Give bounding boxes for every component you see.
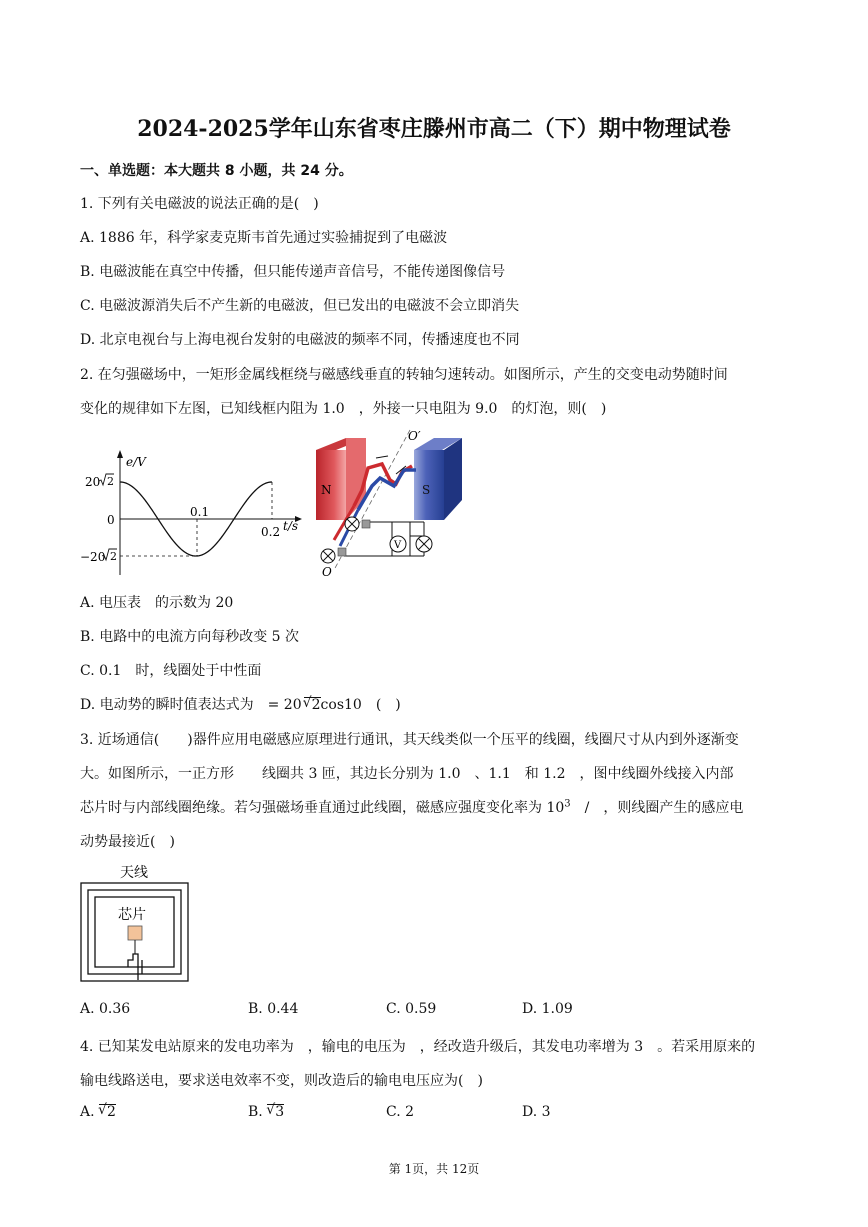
nfc-coil-diagram — [80, 862, 192, 984]
axis-label-bottom: O — [322, 565, 332, 579]
generator-diagram — [310, 428, 480, 580]
q3-option-a: A. 0.36 — [80, 1001, 131, 1017]
q3-option-d: D. 1.09 — [522, 1001, 573, 1017]
q2-option-d-prefix: D. 电动势的瞬时值表达式为 = 20 — [80, 697, 302, 713]
magnet-south — [414, 438, 462, 520]
page-footer: 第 1页，共 12页 — [388, 1162, 480, 1176]
voltmeter-icon — [390, 536, 406, 552]
q4-option-d: D. 3 — [522, 1104, 551, 1120]
chip-label: 芯片 — [118, 907, 146, 923]
q2-option-d — [80, 694, 401, 714]
q4-option-a: A. √ 2 — [80, 1102, 116, 1120]
graph-ytick-top: 20 — [85, 475, 101, 489]
brush-top — [362, 520, 370, 528]
q3-stem-line3 — [80, 797, 743, 817]
sqrt-3-option: √ 3 — [266, 1102, 285, 1120]
svg-text:V: V — [394, 540, 402, 551]
lamp-icon-right — [416, 536, 432, 552]
q2-option-b: B. 电路中的电流方向每秒改变 5 次 — [80, 629, 299, 645]
graph-xtick-mid: 0.1 — [190, 505, 210, 519]
q2-option-d-suffix: cos10 ( ) — [320, 697, 401, 713]
graph-ytick-bottom: −20 — [80, 550, 106, 564]
q3-stem-line4: 动势最接近( ) — [80, 834, 175, 850]
sqrt-2-option: √ 2 — [98, 1102, 116, 1120]
graph-xlabel: t/s — [283, 519, 299, 533]
antenna-label: 天线 — [120, 865, 148, 881]
q2-option-c: C. 0.1 时，线圈处于中性面 — [80, 663, 262, 679]
emf-time-graph — [80, 440, 305, 580]
q4-stem-line1: 4. 已知某发电站原来的发电功率为 ，输电的电压为 ，经改造升级后，其发电功率增为 3 。若采用原来的 — [80, 1039, 756, 1055]
lamp-icon-bottom — [321, 549, 335, 563]
svg-text:2: 2 — [110, 550, 117, 563]
axis-label-top: O′ — [408, 429, 421, 443]
q4-option-b: B. √ 3 — [248, 1102, 285, 1120]
q1-option-a: A. 1886 年，科学家麦克斯韦首先通过实验捕捉到了电磁波 — [80, 230, 448, 246]
q3-exponent: 3 — [564, 798, 571, 810]
page-title: 2024-2025学年山东省枣庄滕州市高二（下）期中物理试卷 — [137, 116, 731, 142]
q3-stem-line1: 3. 近场通信( )器件应用电磁感应原理进行通讯，其天线类似一个压平的线圈，线圈尺寸从内到外逐渐变 — [80, 732, 739, 748]
graph-ytick-zero: 0 — [107, 513, 115, 527]
section-heading: 一、单选题：本大题共 8 小题，共 24 分。 — [80, 163, 353, 179]
lamp-icon-top — [345, 517, 359, 531]
magnet-n-label: N — [321, 483, 332, 497]
q1-option-c: C. 电磁波源消失后不产生新的电磁波，但已发出的电磁波不会立即消失 — [80, 298, 520, 314]
q1-option-b: B. 电磁波能在真空中传播，但只能传递声音信号，不能传递图像信号 — [80, 264, 506, 280]
q2-option-a: A. 电压表 的示数为 20 — [80, 595, 234, 611]
q3-stem-line3-b: / ，则线圈产生的感应电 — [570, 800, 744, 816]
q1-option-d: D. 北京电视台与上海电视台发射的电磁波的频率不同，传播速度也不同 — [80, 332, 520, 348]
q2-stem-line1: 2. 在匀强磁场中，一矩形金属线框绕与磁感线垂直的转轴匀速转动。如图所示，产生的交变电动势随时间 — [80, 367, 728, 383]
sqrt-symbol-top — [99, 474, 114, 488]
graph-ylabel: e/V — [126, 455, 146, 469]
sqrt-2: √ 2 — [302, 695, 321, 713]
q3-option-b: B. 0.44 — [248, 1001, 299, 1017]
magnet-s-label: S — [422, 483, 431, 497]
brush-bottom — [338, 548, 346, 556]
chip-icon — [128, 926, 142, 940]
q3-stem-line3-a: 芯片时与内部线圈绝缘。若匀强磁场垂直通过此线圈，磁感应强度变化率为 10 — [80, 800, 565, 816]
q1-stem: 1. 下列有关电磁波的说法正确的是( ) — [80, 196, 319, 212]
q2-stem-line2: 变化的规律如下左图，已知线框内阻为 1.0 ，外接一只电阻为 9.0 的灯泡，则( ) — [80, 401, 607, 417]
graph-xtick-end: 0.2 — [261, 525, 281, 539]
q4-option-c: C. 2 — [386, 1104, 415, 1120]
q3-option-c: C. 0.59 — [386, 1001, 437, 1017]
q4-stem-line2: 输电线路送电，要求送电效率不变，则改造后的输电电压应为( ) — [80, 1073, 483, 1089]
q3-stem-line2: 大。如图所示，一正方形 线圈共 3 匝，其边长分别为 1.0 、1.1 和 1.2 ，图中线圈外线接入内部 — [80, 766, 734, 782]
svg-text:2: 2 — [107, 475, 114, 488]
